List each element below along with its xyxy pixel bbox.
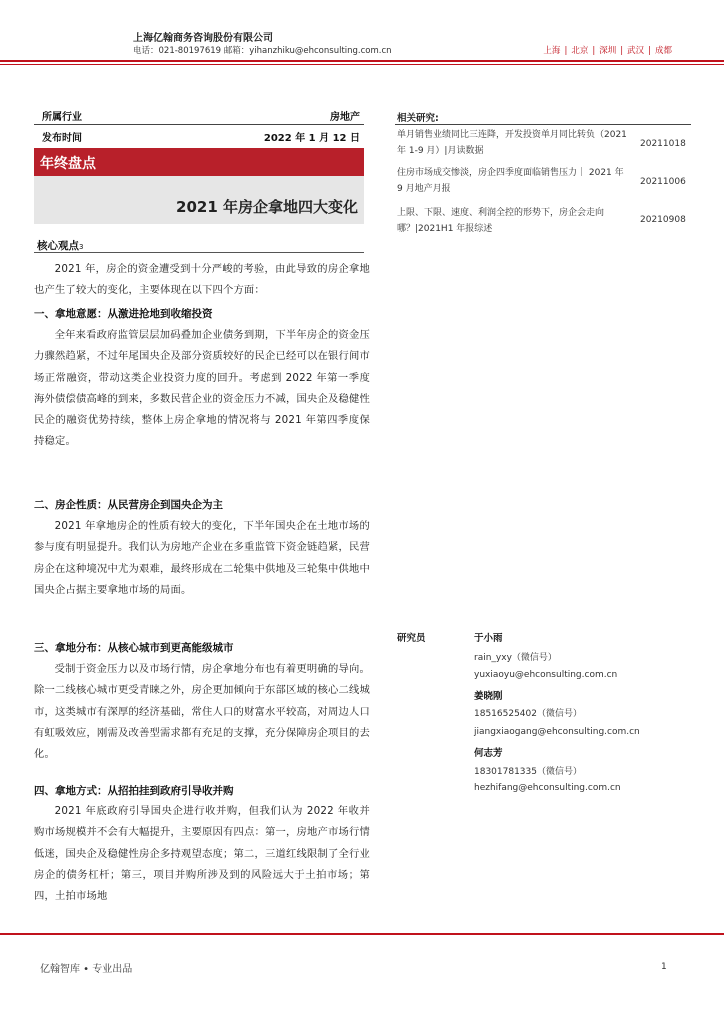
researcher-email-1[interactable]: yuxiaoyu@ehconsulting.com.cn (474, 670, 618, 680)
footer-rule (0, 933, 724, 935)
city-list: 上海 | 北京 | 深圳 | 武汉 | 成都 (543, 46, 672, 56)
industry-value: 房地产 (330, 112, 360, 123)
report-title: 2021 年房企拿地四大变化 (176, 198, 358, 216)
researcher-wechat-1: rain_yxy（微信号） (474, 653, 557, 663)
contact-info: 电话：021-80197619 邮箱：yihanzhiku@ehconsulting.com.cn (133, 46, 392, 56)
report-title-box (34, 176, 364, 224)
city-beijing: 北京 (571, 46, 589, 56)
researcher-name-3: 何志芳 (474, 748, 503, 759)
researcher-email-3[interactable]: hezhifang@ehconsulting.com.cn (474, 783, 621, 793)
date-value: 2022 年 1 月 12 日 (263, 133, 360, 144)
header-rule (0, 60, 724, 62)
related-date-3: 20210908 (640, 215, 686, 225)
section-2-title: 二、房企性质：从民营房企到国央企为主 (34, 499, 223, 511)
section-1-title: 一、拿地意愿：从激进抢地到收缩投资 (34, 308, 213, 320)
researcher-label: 研究员 (397, 633, 426, 644)
city-shanghai: 上海 (543, 46, 561, 56)
related-item-1[interactable]: 单月销售业绩同比三连降，开发投资单月同比转负（2021 年 1-9 月）|月读数据 (397, 130, 627, 156)
researcher-wechat-3: 18301781335（微信号） (474, 767, 582, 777)
core-view-title: 核心观点 (37, 240, 79, 252)
section-1-text: 全年来看政府监管层层加码叠加企业债务到期，下半年房企的资金压力骤然趋紧，不过年尾国央企及部分资质较好的民企已经可以在银行间市场正常融资，带动这类企业投资力度的回升。考虑到 2022 年第一季度海外债偿债高峰的到来，多数民营企业的资金压力不减，国央企及稳健性民企的融资优势持续，整体上房企拿地的情况将与 2021 年第四季度保持稳定。 (34, 329, 370, 448)
company-name: 上海亿翰商务咨询股份有限公司 (133, 33, 273, 44)
industry-label: 所属行业 (42, 112, 82, 123)
researcher-wechat-2: 18516525402（微信号） (474, 709, 582, 719)
city-wuhan: 武汉 (627, 46, 645, 56)
footer-brand: 亿翰智库 • 专业出品 (40, 964, 133, 975)
date-label: 发布时间 (42, 133, 82, 144)
core-view-heading (37, 238, 83, 253)
city-shenzhen: 深圳 (599, 46, 617, 56)
date-row (34, 127, 364, 144)
section-4-text: 2021 年底政府引导国央企进行收并购，但我们认为 2022 年收并购市场规模并不会有大幅提升，主要原因有四点：第一，房地产市场行情低迷，国央企及稳健性房企多持观望态度；第二，三道红线限制了全行业房企的债务杠杆；第三，项目并购所涉及到的风险远大于土拍市场；第四，土拍市场地 (34, 805, 370, 903)
category-banner (34, 148, 364, 176)
header-rule-thin (0, 64, 724, 65)
researcher-name-2: 姜晓刚 (474, 691, 503, 702)
section-4-title: 四、拿地方式：从招拍挂到政府引导收并购 (34, 785, 234, 797)
divider (34, 124, 364, 125)
page-number: 1 (661, 962, 667, 972)
researcher-email-2[interactable]: jiangxiaogang@ehconsulting.com.cn (474, 727, 640, 737)
industry-row (34, 106, 364, 123)
related-item-3[interactable]: 上限、下限、速度、利润全控的形势下，房企会走向哪？|2021H1 年报综述 (397, 208, 605, 234)
related-divider (395, 124, 691, 125)
related-date-2: 20211006 (640, 177, 686, 187)
section-3-title: 三、拿地分布：从核心城市到更高能级城市 (34, 642, 234, 654)
section-2-text: 2021 年拿地房企的性质有较大的变化，下半年国央企在土地市场的参与度有明显提升。我们认为房地产企业在多重监管下资金链趋紧，民营房企在这种境况中尤为艰难，最终形成在二轮集中供地及三轮集中供地中国央企占据主要拿地市场的局面。 (34, 520, 370, 596)
section-3-text: 受制于资金压力以及市场行情，房企拿地分布也有着更明确的导向。除一二线核心城市更受青睐之外，房企更加倾向于东部区域的核心二线城市，这类城市有深厚的经济基础，常住人口的财富水平较高，对周边人口有虹吸效应，刚需及改善型需求都有充足的支撑，充分保障房企项目的去化。 (34, 663, 370, 761)
core-underline (34, 252, 364, 253)
researcher-name-1: 于小雨 (474, 633, 503, 644)
related-heading: 相关研究: (397, 113, 439, 124)
intro-paragraph: 2021 年，房企的资金遭受到十分严峻的考验，由此导致的房企拿地也产生了较大的变化，主要体现在以下四个方面： (34, 263, 370, 297)
related-date-1: 20211018 (640, 139, 686, 149)
related-item-2[interactable]: 住房市场成交惨淡，房企四季度面临销售压力｜ 2021 年 9 月地产月报 (397, 168, 624, 194)
footnote-mark: 3 (79, 243, 84, 251)
city-chengdu: 成都 (654, 46, 672, 56)
banner-text: 年终盘点 (40, 156, 96, 172)
